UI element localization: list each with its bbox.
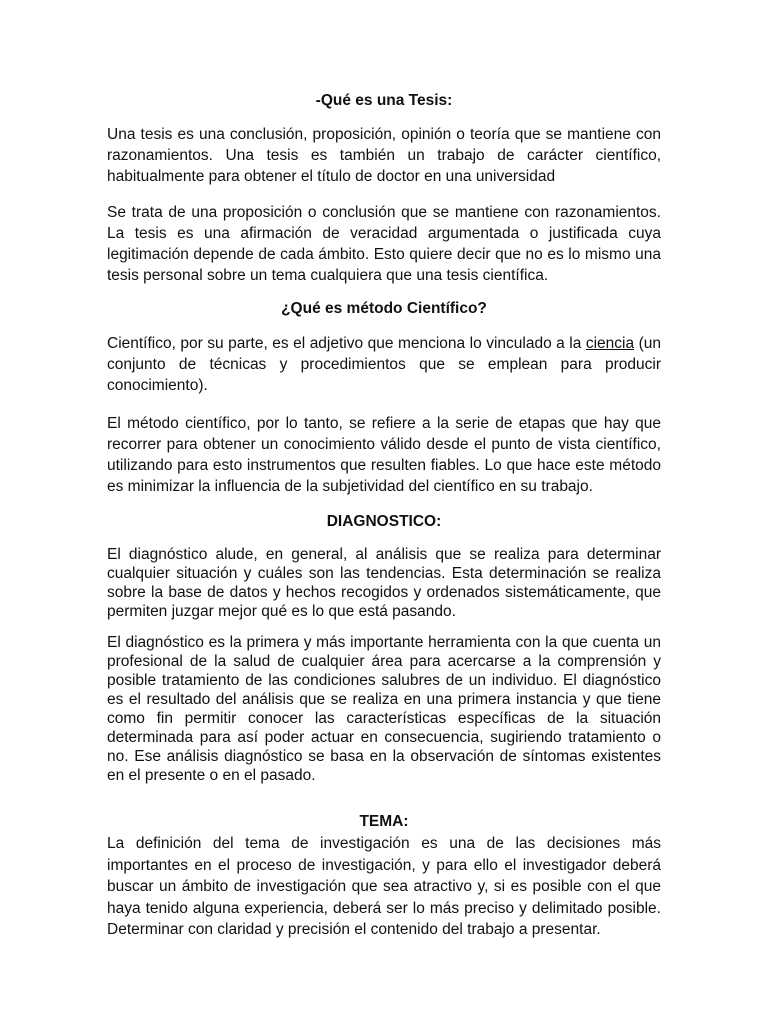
paragraph-cientifico-text-before: Científico, por su parte, es el adjetivo que menciona lo vinculado a la [107,335,586,352]
ciencia-link[interactable]: ciencia [585,335,635,352]
paragraph-cientifico-definition [107,333,661,396]
document-page [107,90,661,941]
paragraph-cientifico-text-after: (un conjunto de técnicas y procedimientos que se emplean para producir conocimiento). [107,335,661,394]
heading-diagnostico: DIAGNOSTICO: [326,513,442,530]
heading-tema: TEMA: [359,813,409,830]
paragraph-metodo-explanation: El método científico, por lo tanto, se refiere a la serie de etapas que hay que recorrer para obtener un conocimiento válido desde el punto de vista científico, utilizando para esto instrumentos que resulten fiables. Lo que hace este método es minimizar la influencia de la subjetividad del científico en su trabajo. [107,415,661,495]
paragraph-tema-definition: La definición del tema de investigación es una de las decisiones más importantes en el proceso de investigación, y para ello el investigador deberá buscar un ámbito de investigación que sea atractivo y, si es posible con el que haya tenido alguna experiencia, deberá ser lo más preciso y delimitado posible. Determinar con claridad y precisión el contenido del trabajo a presentar. [107,835,661,938]
paragraph-tesis-explanation: Se trata de una proposición o conclusión que se mantiene con razonamientos. La tesis es una afirmación de veracidad argumentada o justificada cuya legitimación depende de cada ámbito. Esto quiere decir que no es lo mismo una tesis personal sobre un tema cualquiera que una tesis científica. [107,204,661,284]
heading-metodo-cientifico: ¿Qué es método Científico? [281,300,487,317]
paragraph-diagnostico-definition: El diagnóstico alude, en general, al análisis que se realiza para determinar cualquier situación y cuáles son las tendencias. Esta determinación se realiza sobre la base de datos y hechos recogidos y ordenados sistemáticamente, que permiten juzgar mejor qué es lo que está pasando. [107,546,661,620]
paragraph-tesis-definition: Una tesis es una conclusión, proposición, opinión o teoría que se mantiene con razonamientos. Una tesis es también un trabajo de carácter científico, habitualmente para obtener el título de doctor en una universidad [107,126,661,185]
paragraph-diagnostico-explanation: El diagnóstico es la primera y más importante herramienta con la que cuenta un profesional de la salud de cualquier área para acercarse a la comprensión y posible tratamiento de las condiciones salubres de un individuo. El diagnóstico es el resultado del análisis que se realiza en una primera instancia y que tiene como fin permitir conocer las características específicas de la situación determinada para así poder actuar en consecuencia, sugiriendo tratamiento o no. Ese análisis diagnóstico se basa en la observación de síntomas existentes en el presente o en el pasado. [107,634,661,784]
heading-tesis: -Qué es una Tesis: [315,92,453,109]
